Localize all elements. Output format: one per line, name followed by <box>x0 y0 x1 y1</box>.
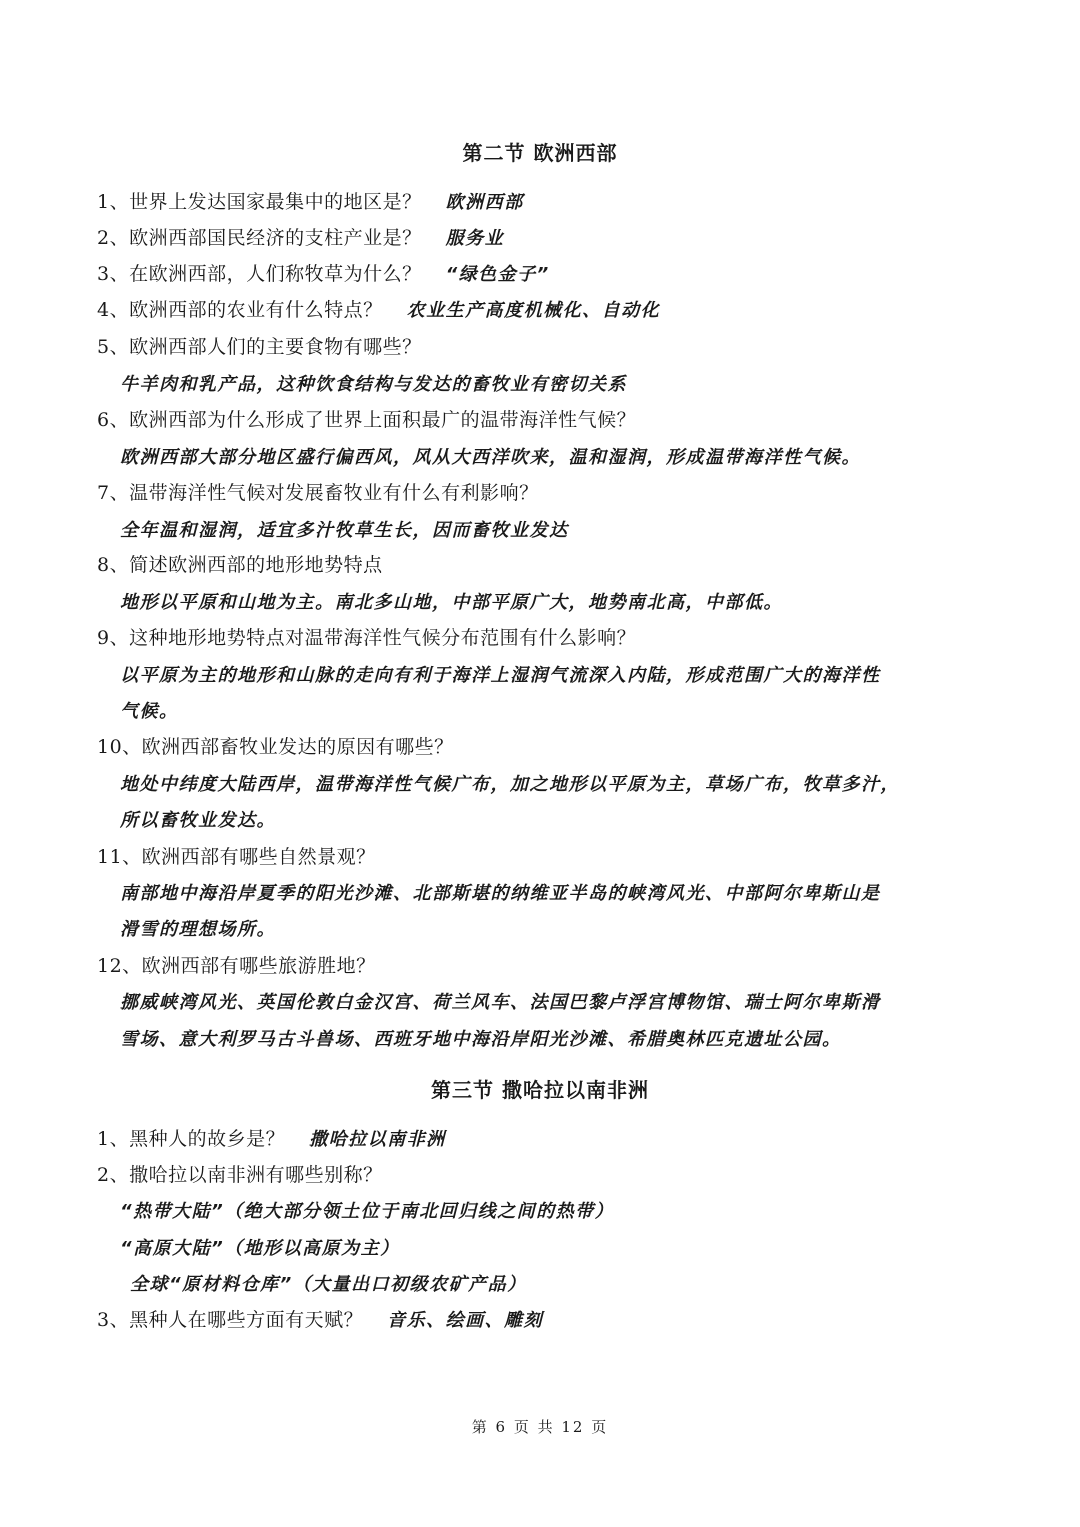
answer-line <box>120 657 1020 693</box>
question-text: 2、撒哈拉以南非洲有哪些别称？ <box>97 1164 383 1186</box>
answer-text: 牛羊肉和乳产品，这种饮食结构与发达的畜牧业有密切关系 <box>120 374 627 395</box>
answer-line <box>120 984 1020 1020</box>
answer-text: 挪威峡湾风光、英国伦敦白金汉宫、荷兰风车、法国巴黎卢浮宫博物馆、瑞士阿尔卑斯滑 <box>120 992 881 1013</box>
answer-text: 滑雪的理想场所。 <box>120 919 276 940</box>
question-text: 4、欧洲西部的农业有什么特点？ <box>97 299 383 321</box>
question-text: 1、黑种人的故乡是？ <box>97 1128 286 1150</box>
answer-text: 欧洲西部 <box>445 192 524 213</box>
answer-text: 农业生产高度机械化、自动化 <box>406 300 661 321</box>
answer-line <box>120 766 1020 802</box>
answer-text: 音乐、绘画、雕刻 <box>387 1310 544 1331</box>
answer-text: “绿色金子” <box>445 264 550 285</box>
answer-line <box>120 1021 1020 1057</box>
question-text: 12、欧洲西部有哪些旅游胜地？ <box>97 955 376 977</box>
answer-text: 地形以平原和山地为主。南北多山地，中部平原广大，地势南北高，中部低。 <box>120 592 783 613</box>
question-text: 6、欧洲西部为什么形成了世界上面积最广的温带海洋性气候？ <box>97 409 637 431</box>
qa-line <box>97 292 997 328</box>
answer-line <box>120 802 1020 838</box>
question-line <box>97 329 997 365</box>
question-line <box>97 402 997 438</box>
qa-line <box>97 1121 997 1157</box>
answer-text: 全球“原材料仓库”（大量出口初级农矿产品） <box>130 1274 527 1295</box>
question-text: 7、温带海洋性气候对发展畜牧业有什么有利影响？ <box>97 482 539 504</box>
answer-line <box>130 1266 1030 1302</box>
answer-text: “热带大陆”（绝大部分领土位于南北回归线之间的热带） <box>120 1201 615 1222</box>
question-text: 10、欧洲西部畜牧业发达的原因有哪些？ <box>97 736 454 758</box>
question-text: 1、世界上发达国家最集中的地区是？ <box>97 191 422 213</box>
answer-text: 地处中纬度大陆西岸，温带海洋性气候广布，加之地形以平原为主，草场广布，牧草多汁， <box>120 774 900 795</box>
qa-line <box>97 1302 997 1338</box>
answer-line <box>120 911 1020 947</box>
answer-text: 全年温和湿润，适宜多汁牧草生长，因而畜牧业发达 <box>120 520 569 541</box>
question-line <box>97 620 997 656</box>
answer-line <box>120 875 1020 911</box>
page-number-footer: 第 6 页 共 12 页 <box>471 1418 609 1436</box>
question-line <box>97 475 997 511</box>
answer-line <box>120 1193 1020 1229</box>
answer-text: 所以畜牧业发达。 <box>120 810 276 831</box>
answer-text: 以平原为主的地形和山脉的走向有利于海洋上湿润气流深入内陆，形成范围广大的海洋性 <box>120 665 881 686</box>
qa-line <box>97 220 997 256</box>
question-line <box>97 948 997 984</box>
question-text: 2、欧洲西部国民经济的支柱产业是？ <box>97 227 422 249</box>
qa-line <box>97 184 997 220</box>
question-line <box>97 547 997 583</box>
answer-line <box>120 1230 1020 1266</box>
question-text: 11、欧洲西部有哪些自然景观？ <box>97 846 376 868</box>
section-title: 第三节 撒哈拉以南非洲 <box>431 1078 649 1102</box>
answer-text: 撒哈拉以南非洲 <box>309 1129 446 1150</box>
qa-line <box>97 256 997 292</box>
answer-text: 雪场、意大利罗马古斗兽场、西班牙地中海沿岸阳光沙滩、希腊奥林匹克遗址公园。 <box>120 1029 842 1050</box>
answer-text: 欧洲西部大部分地区盛行偏西风，风从大西洋吹来，温和湿润，形成温带海洋性气候。 <box>120 447 861 468</box>
question-text: 3、黑种人在哪些方面有天赋？ <box>97 1309 364 1331</box>
question-text: 5、欧洲西部人们的主要食物有哪些？ <box>97 336 422 358</box>
answer-text: 南部地中海沿岸夏季的阳光沙滩、北部斯堪的纳维亚半岛的峡湾风光、中部阿尔卑斯山是 <box>120 883 881 904</box>
question-line <box>97 729 997 765</box>
answer-line <box>120 366 1020 402</box>
question-text: 8、简述欧洲西部的地形地势特点 <box>97 554 383 576</box>
answer-text: “高原大陆”（地形以高原为主） <box>120 1238 400 1259</box>
question-line <box>97 1157 997 1193</box>
question-text: 3、在欧洲西部，人们称牧草为什么？ <box>97 263 422 285</box>
answer-line <box>120 512 1020 548</box>
answer-text: 气候。 <box>120 701 179 722</box>
answer-text: 服务业 <box>445 228 505 249</box>
question-line <box>97 839 997 875</box>
question-text: 9、这种地形地势特点对温带海洋性气候分布范围有什么影响？ <box>97 627 637 649</box>
answer-line <box>120 693 1020 729</box>
section-title: 第二节 欧洲西部 <box>462 141 618 165</box>
answer-line <box>120 439 1020 475</box>
answer-line <box>120 584 1020 620</box>
